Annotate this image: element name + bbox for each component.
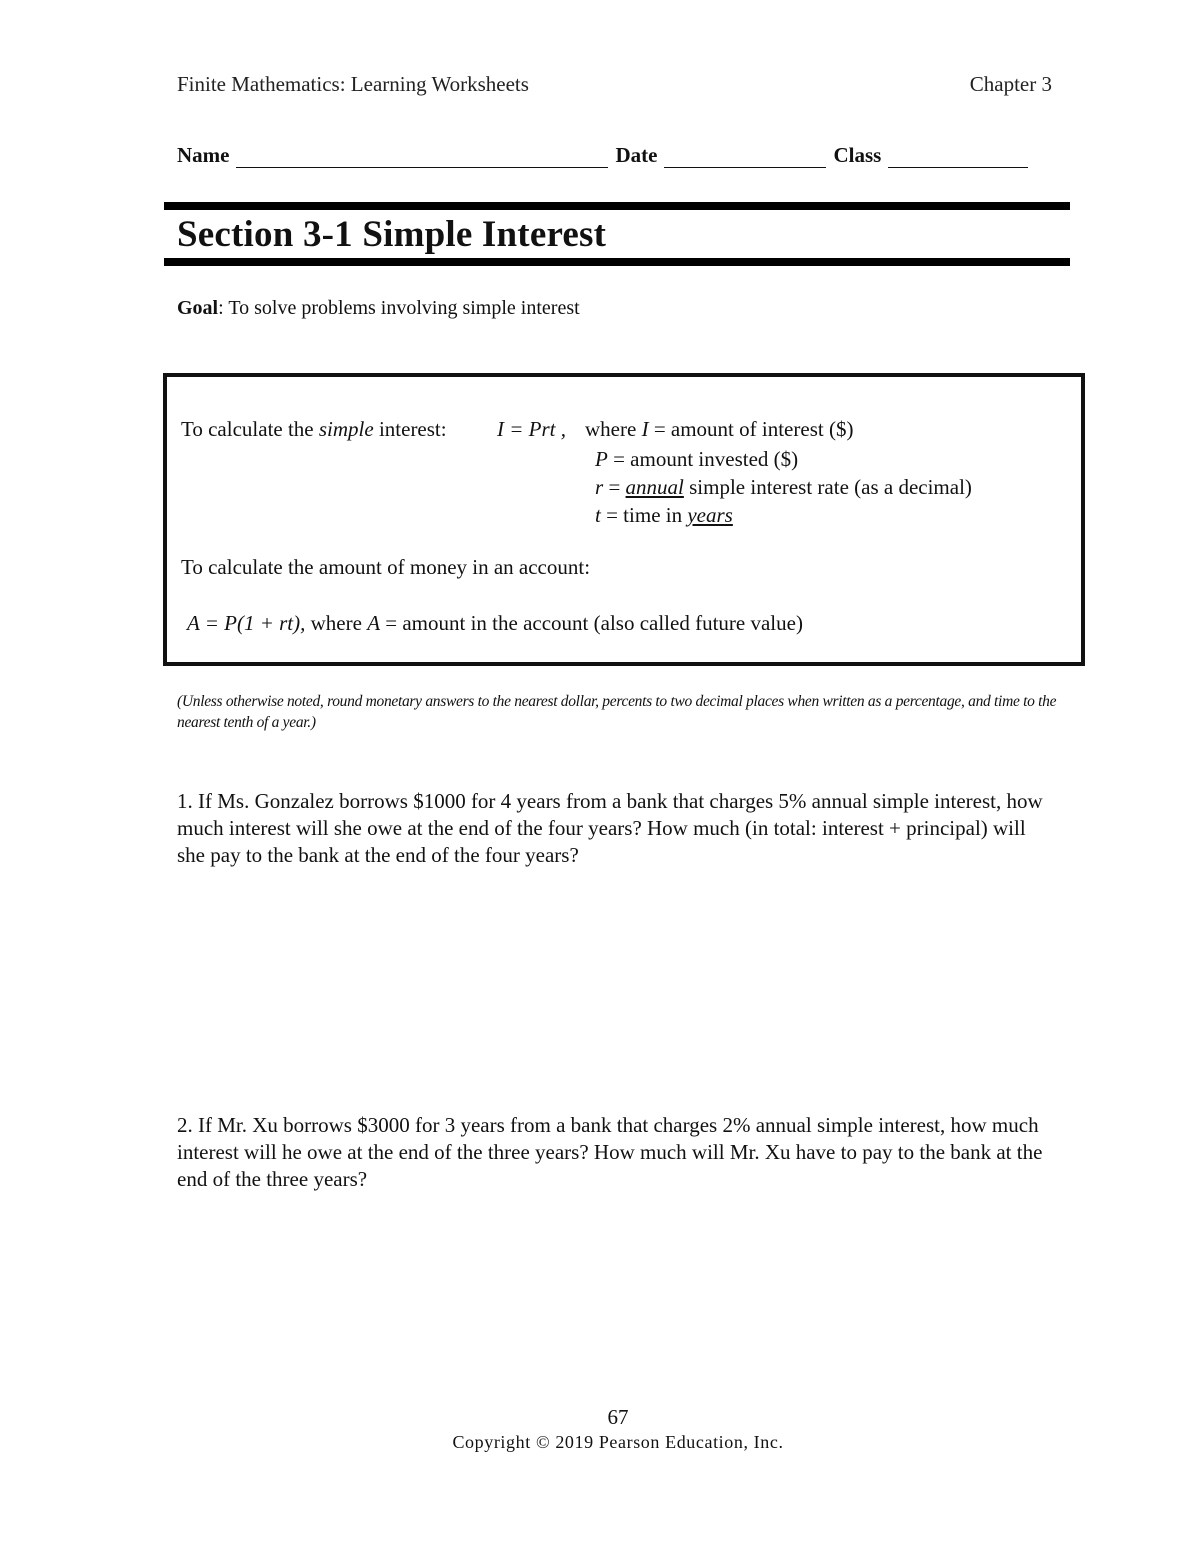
goal-label: Goal [177,297,219,319]
goal-statement [177,297,580,320]
rounding-note: (Unless otherwise noted, round monetary answers to the nearest dollar, percents to two decimal places when written as a percentage, and time to the nearest tenth of a year.) [177,693,1057,731]
class-label: Class [833,143,882,167]
simple-interest-line: To calculate the simple interest: [181,417,447,441]
simple-interest-formula: I = Prt , [497,417,566,441]
def-interest: where I = amount of interest ($) [585,417,854,441]
date-blank[interactable] [664,143,826,168]
def-time: t = time in years [595,503,733,527]
amount-intro: To calculate the amount of money in an account: [181,555,591,579]
title-rule-bottom [164,258,1070,266]
amount-formula-line: A = P(1 + rt), where A = amount in the account (also called future value) [187,611,803,635]
def-principal: P = amount invested ($) [595,447,799,471]
title-rule-top [164,202,1070,210]
section-title: Section 3-1 Simple Interest [177,214,607,255]
def-rate: r = annual simple interest rate (as a decimal) [595,475,972,499]
name-label: Name [177,143,230,167]
date-label: Date [615,143,658,167]
copyright-notice: Copyright © 2019 Pearson Education, Inc. [452,1432,784,1452]
page-number: 67 [607,1405,629,1429]
header-book-title: Finite Mathematics: Learning Worksheets [177,72,529,96]
problem-1: 1. If Ms. Gonzalez borrows $1000 for 4 years from a bank that charges 5% annual simple interest, how much interest will she owe at the end of the four years? How much (in total: interest + principal) will she pay to the bank at the end of the four years? [177,789,1043,867]
amount-formula: A = P(1 + rt), [187,611,306,635]
problem-2: 2. If Mr. Xu borrows $3000 for 3 years from a bank that charges 2% annual simple interest, how much interest will he owe at the end of the three years? How much will Mr. Xu have to pay to the bank at the end of the three years? [177,1113,1043,1191]
class-blank[interactable] [888,143,1028,168]
header-chapter: Chapter 3 [969,72,1052,96]
name-blank[interactable] [236,143,608,168]
formula-box [163,373,1085,666]
goal-text: : To solve problems involving simple interest [218,297,580,319]
student-info-row [177,143,1052,168]
